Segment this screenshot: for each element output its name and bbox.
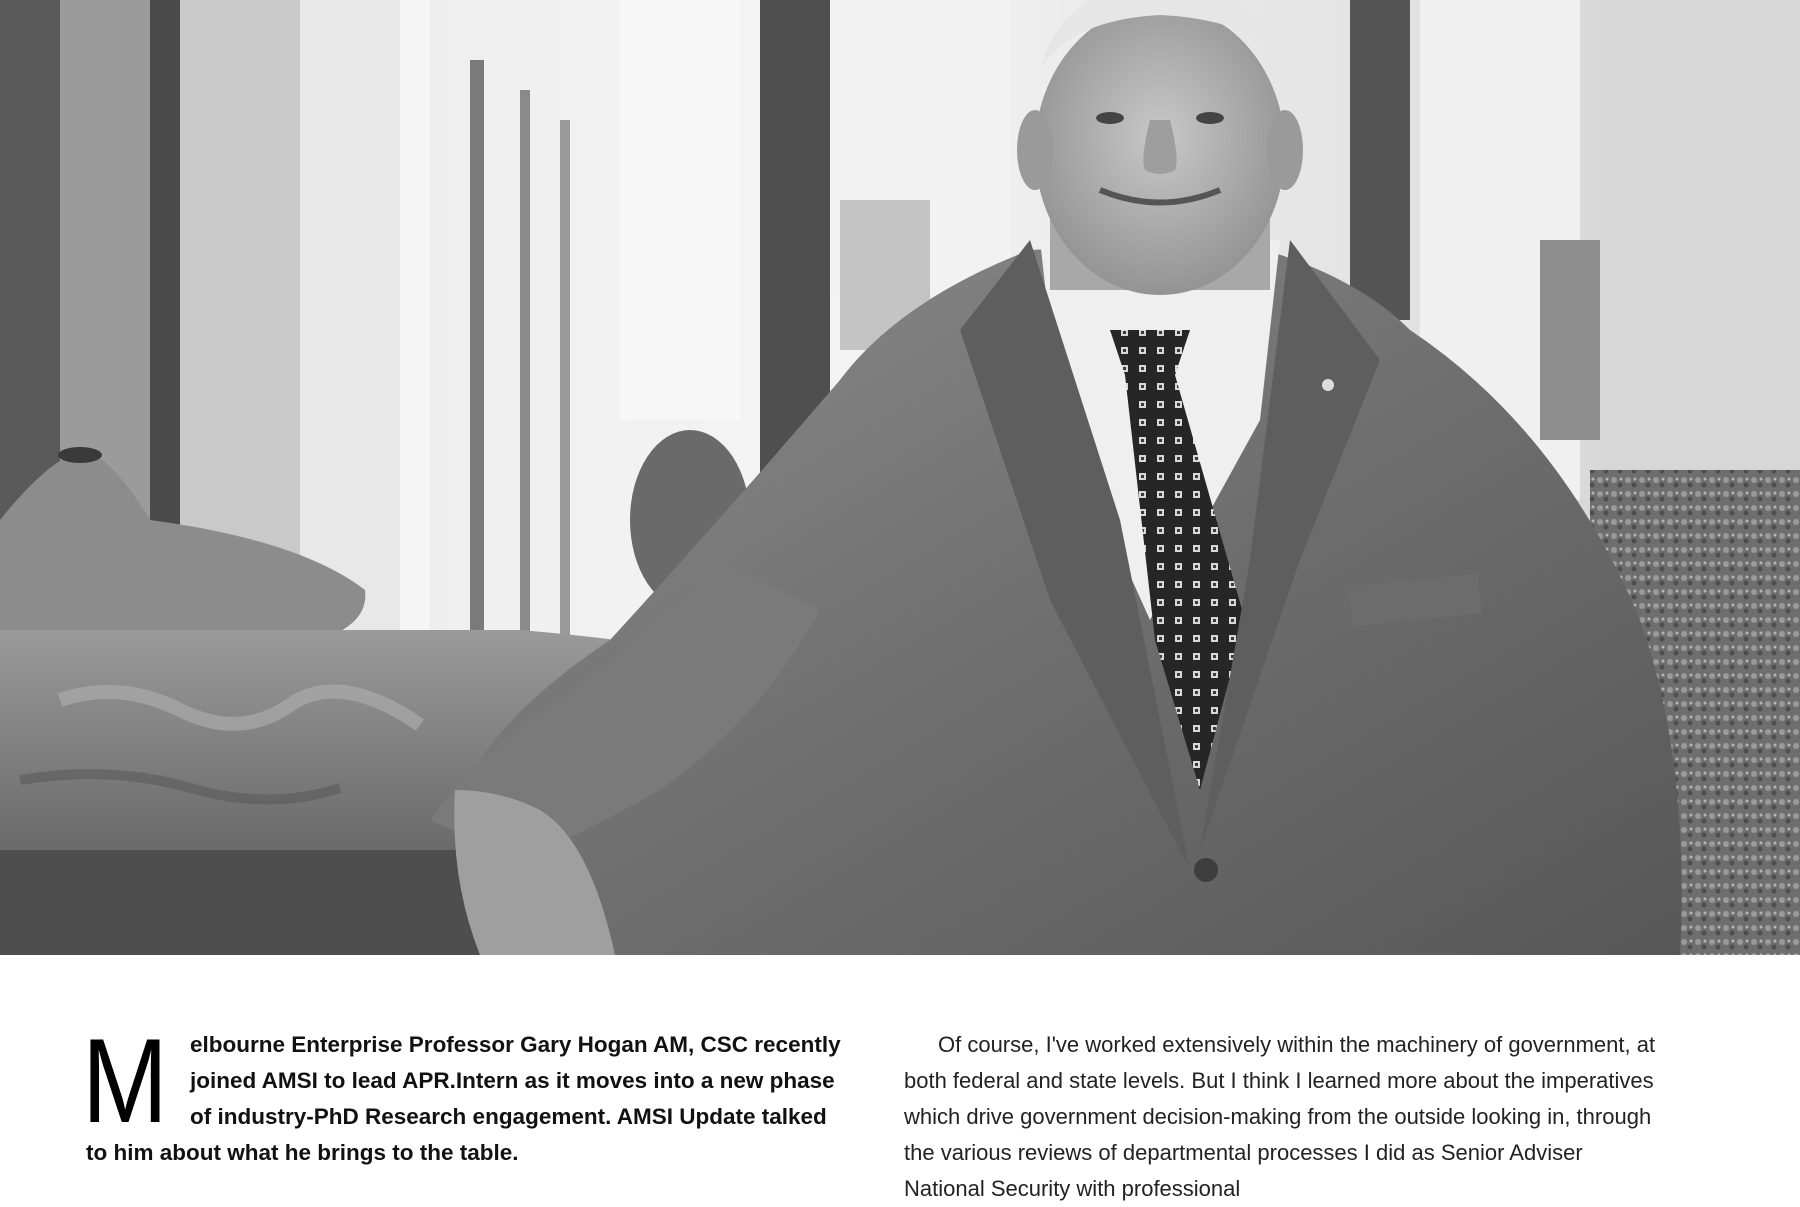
- drop-cap: M: [82, 1014, 163, 1148]
- intro-text: elbourne Enterprise Professor Gary Hogan AM, CSC recently joined AMSI to lead APR.Intern as it moves into a new phase of industry-PhD Research engagement. AMSI Update talked to him about what he brings to the table.: [86, 1032, 841, 1165]
- intro-paragraph: [82, 1014, 846, 1171]
- body-paragraph: Of course, I've worked extensively within the machinery of government, at both federal and state levels. But I think I learned more about the imperatives which drive government decision-making from the outside looking in, through the various reviews of departmental processes I did as Senior Adviser National Security with professional: [904, 1032, 1656, 1201]
